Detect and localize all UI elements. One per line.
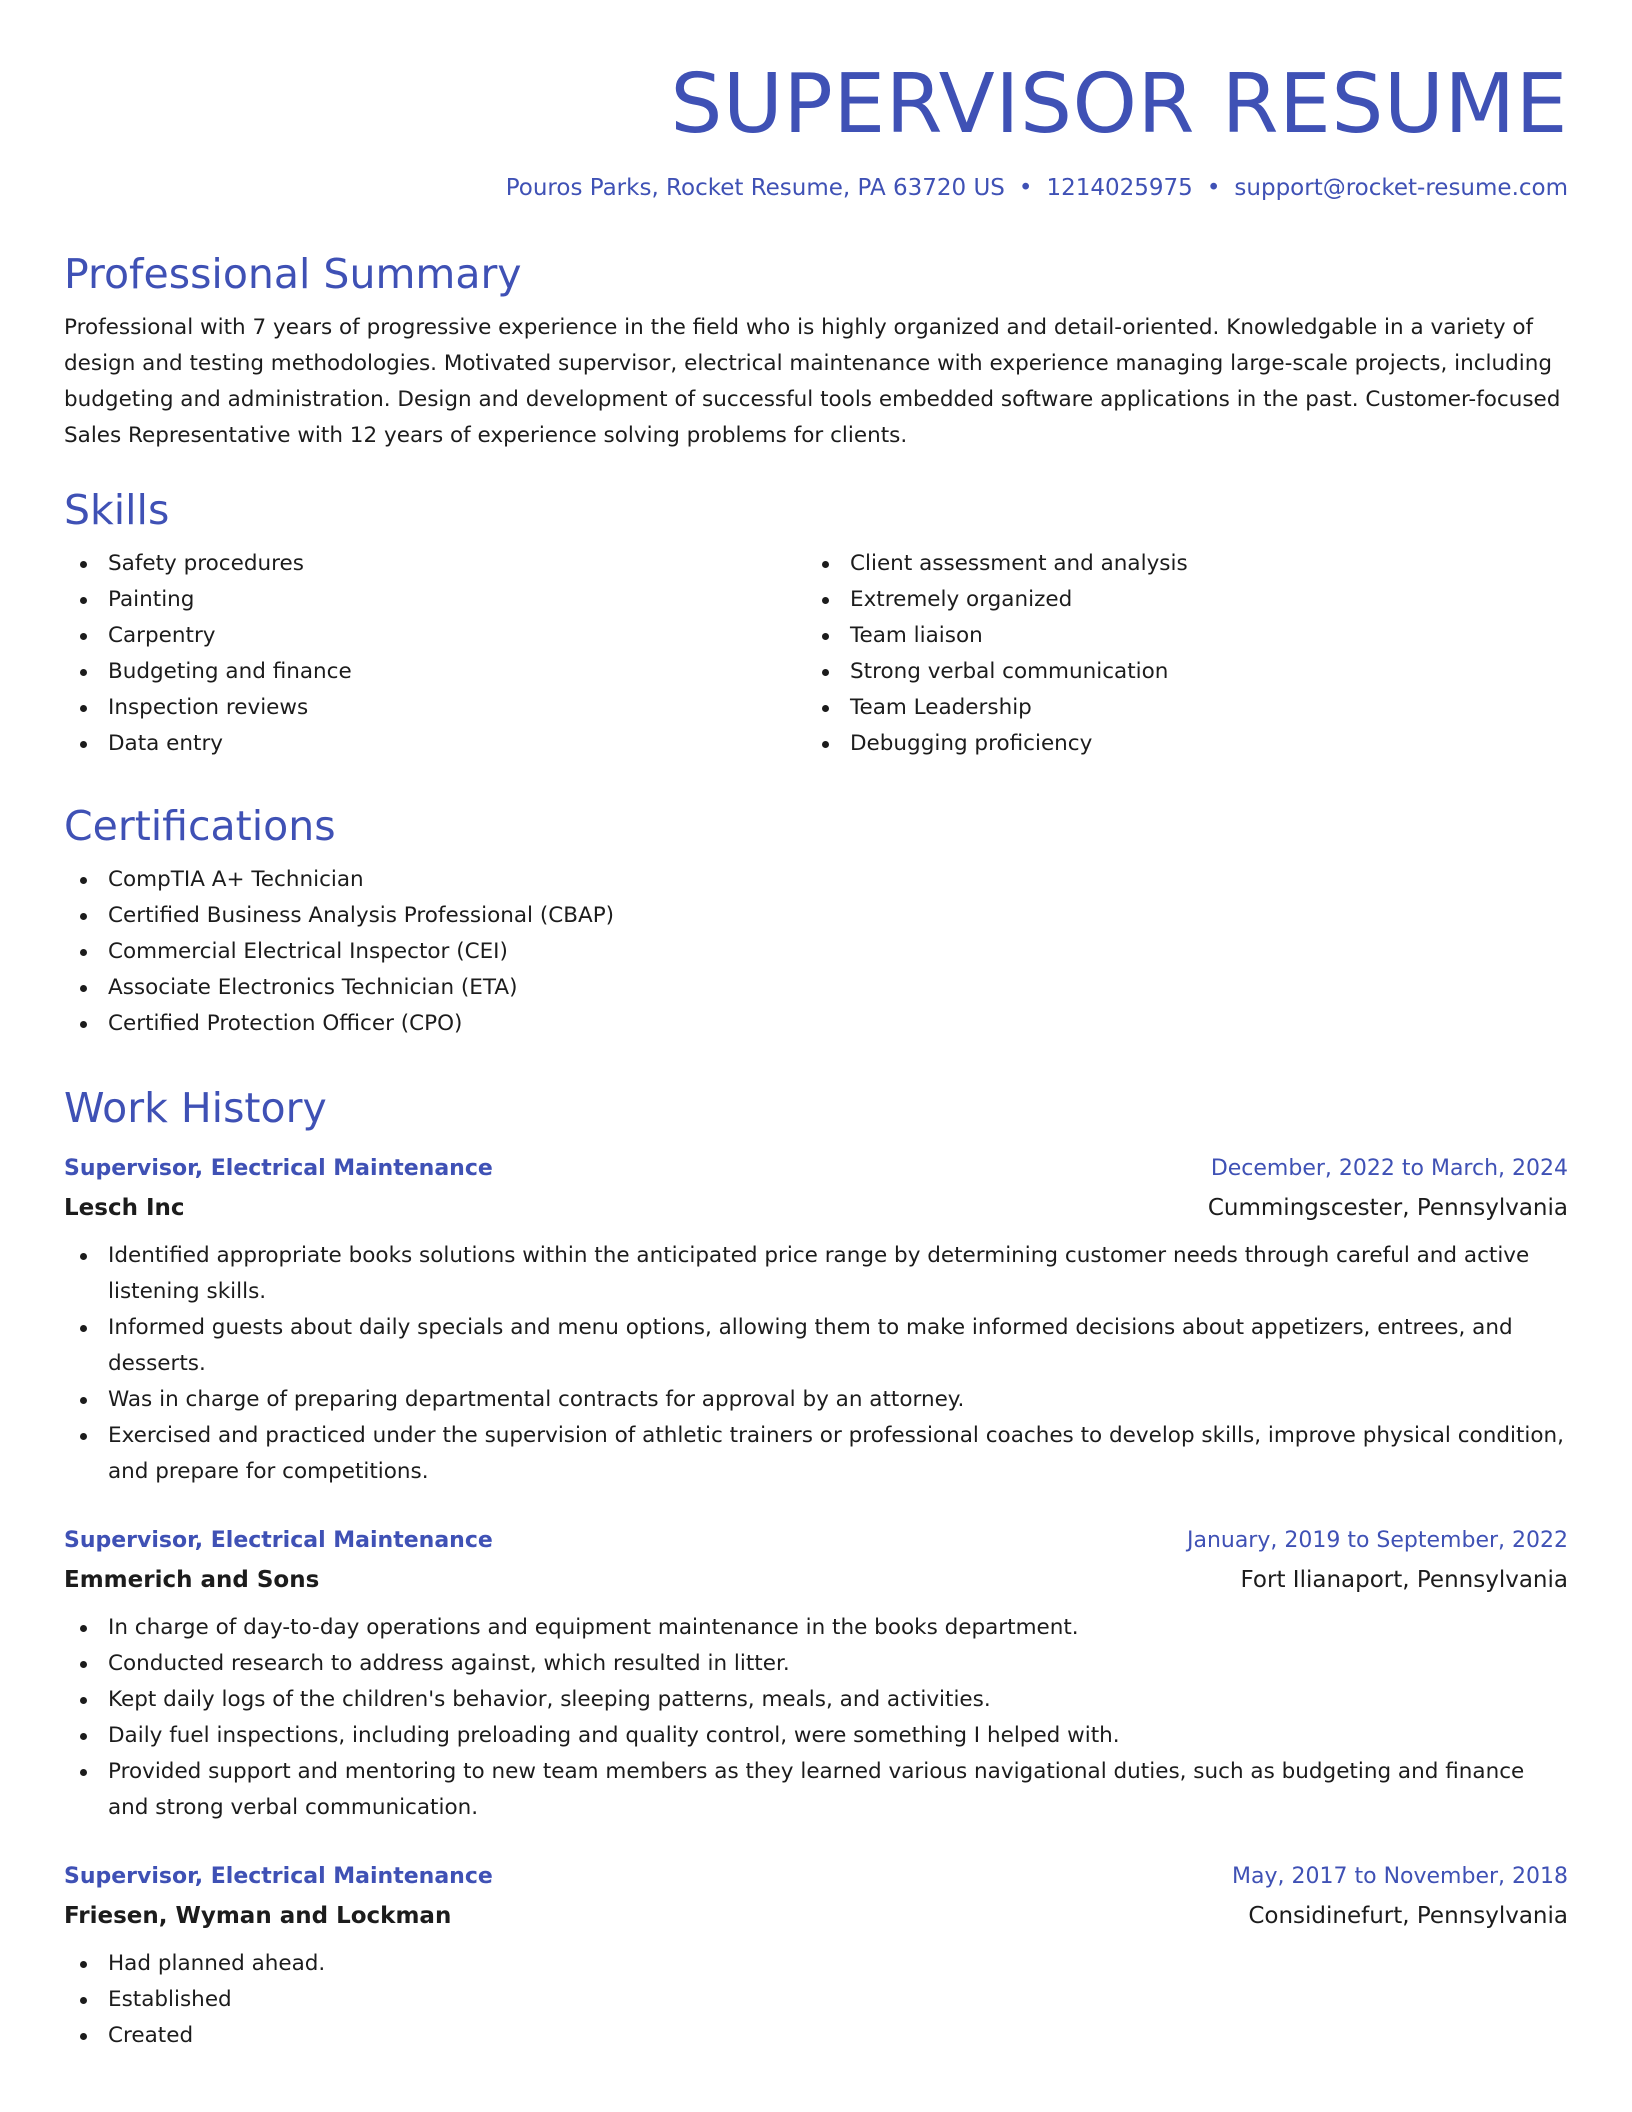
job-company: Emmerich and Sons xyxy=(64,1567,320,1593)
job-duty-item: Conducted research to address against, which resulted in litter. xyxy=(64,1646,1568,1682)
job-duty-item: Informed guests about daily specials and menu options, allowing them to make informed decisions about appetizers, entrees, and desserts. xyxy=(64,1310,1568,1382)
job-header-row xyxy=(64,1522,1568,1560)
job-duties-list xyxy=(64,1610,1568,1826)
skills-list-left xyxy=(64,546,806,762)
skill-item: Safety procedures xyxy=(64,546,806,582)
certification-item: Certified Business Analysis Professional (CBAP) xyxy=(64,898,1568,934)
skills-column-right xyxy=(806,546,1548,762)
job-dates: May, 2017 to November, 2018 xyxy=(1232,1864,1568,1889)
job-entry xyxy=(64,1522,1568,1826)
job-company-row xyxy=(64,1896,1568,1936)
job-company: Friesen, Wyman and Lockman xyxy=(64,1903,452,1929)
contact-email[interactable]: support@rocket-resume.com xyxy=(1234,175,1568,201)
skills-columns xyxy=(64,546,1568,762)
job-company-row xyxy=(64,1188,1568,1228)
contact-separator: • xyxy=(1206,175,1221,201)
job-company-row xyxy=(64,1560,1568,1600)
job-duty-item: Established xyxy=(64,1982,1568,2018)
job-duty-item: In charge of day-to-day operations and equipment maintenance in the books department. xyxy=(64,1610,1568,1646)
job-location: Fort Ilianaport, Pennsylvania xyxy=(1240,1567,1568,1593)
job-location: Considinefurt, Pennsylvania xyxy=(1248,1903,1568,1929)
skill-item: Team Leadership xyxy=(806,690,1548,726)
job-company: Lesch Inc xyxy=(64,1195,185,1221)
skill-item: Painting xyxy=(64,582,806,618)
skill-item: Budgeting and finance xyxy=(64,654,806,690)
job-duty-item: Daily fuel inspections, including preloading and quality control, were something I helped with. xyxy=(64,1718,1568,1754)
job-title: Supervisor, Electrical Maintenance xyxy=(64,1528,493,1553)
contact-line xyxy=(64,170,1568,206)
skills-list-right xyxy=(806,546,1548,762)
skill-item: Strong verbal communication xyxy=(806,654,1548,690)
job-duty-item: Identified appropriate books solutions within the anticipated price range by determining customer needs through careful and active listening skills. xyxy=(64,1238,1568,1310)
job-dates: December, 2022 to March, 2024 xyxy=(1210,1156,1568,1181)
job-dates: January, 2019 to September, 2022 xyxy=(1186,1528,1568,1553)
job-duties-list xyxy=(64,1238,1568,1490)
job-duty-item: Provided support and mentoring to new team members as they learned various navigational duties, such as budgeting and finance and strong verbal communication. xyxy=(64,1754,1568,1826)
job-title: Supervisor, Electrical Maintenance xyxy=(64,1156,493,1181)
job-title: Supervisor, Electrical Maintenance xyxy=(64,1864,493,1889)
certification-item: Commercial Electrical Inspector (CEI) xyxy=(64,934,1568,970)
contact-separator: • xyxy=(1018,175,1033,201)
skill-item: Team liaison xyxy=(806,618,1548,654)
contact-phone: 1214025975 xyxy=(1046,175,1193,201)
job-duty-item: Was in charge of preparing departmental contracts for approval by an attorney. xyxy=(64,1382,1568,1418)
skill-item: Data entry xyxy=(64,726,806,762)
certification-item: Associate Electronics Technician (ETA) xyxy=(64,970,1568,1006)
skills-column-left xyxy=(64,546,806,762)
job-duty-item: Created xyxy=(64,2018,1568,2054)
job-entry xyxy=(64,1150,1568,1490)
skill-item: Extremely organized xyxy=(806,582,1548,618)
summary-heading: Professional Summary xyxy=(64,250,522,298)
job-duty-item: Exercised and practiced under the supervision of athletic trainers or professional coaches to develop skills, improve physical condition, and prepare for competitions. xyxy=(64,1418,1568,1490)
skill-item: Client assessment and analysis xyxy=(806,546,1548,582)
contact-address: Pouros Parks, Rocket Resume, PA 63720 US xyxy=(505,175,1005,201)
skills-heading: Skills xyxy=(64,486,170,534)
certifications-heading: Certifications xyxy=(64,802,336,850)
resume-page xyxy=(64,0,1568,2054)
skill-item: Debugging proficiency xyxy=(806,726,1548,762)
job-header-row xyxy=(64,1858,1568,1896)
job-entry xyxy=(64,1858,1568,2054)
job-duty-item: Kept daily logs of the children's behavior, sleeping patterns, meals, and activities. xyxy=(64,1682,1568,1718)
job-duty-item: Had planned ahead. xyxy=(64,1946,1568,1982)
skill-item: Inspection reviews xyxy=(64,690,806,726)
job-duties-list xyxy=(64,1946,1568,2054)
skill-item: Carpentry xyxy=(64,618,806,654)
resume-title: SUPERVISOR RESUME xyxy=(670,57,1568,152)
job-location: Cummingscester, Pennsylvania xyxy=(1207,1195,1568,1221)
certification-item: CompTIA A+ Technician xyxy=(64,862,1568,898)
job-header-row xyxy=(64,1150,1568,1188)
certification-item: Certified Protection Officer (CPO) xyxy=(64,1006,1568,1042)
summary-text: Professional with 7 years of progressive experience in the field who is highly organized and detail-oriented. Knowledgable in a variety of design and testing methodologies. Motivated supervisor, electrical maintenance with experience managing large-scale projects, including budgeting and administration. Design and development of successful tools embedded software applications in the past. Customer-focused Sales Representative with 12 years of experience solving problems for clients. xyxy=(64,315,1561,448)
certifications-list xyxy=(64,862,1568,1042)
work-history-heading: Work History xyxy=(64,1084,327,1132)
